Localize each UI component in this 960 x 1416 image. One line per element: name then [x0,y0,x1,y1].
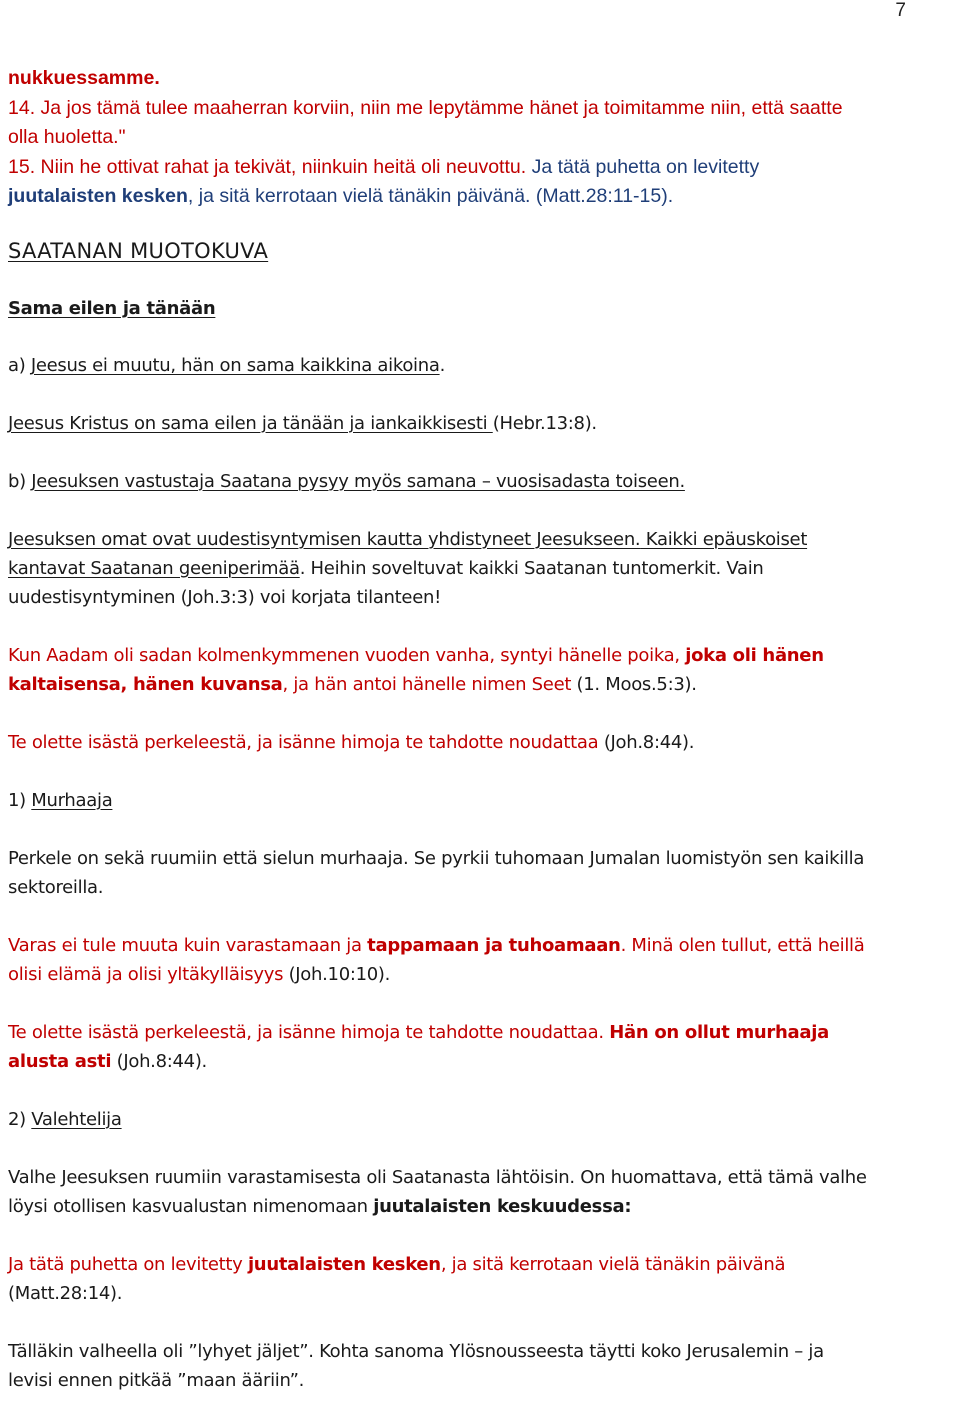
document-body [8,64,953,1395]
quote-adam-t1: Kun Aadam oli sadan kolmenkymmenen vuoden vanha, syntyi hänelle poika, [8,644,686,666]
quote-adam-t2: joka oli hänen [685,644,824,666]
quote-matt-2: juutalaisten kesken [247,1253,441,1275]
quote-joh-1-ref: (Joh.8:44). [603,731,695,753]
valehtelija-num: 2) [8,1108,32,1130]
quote-hebr-ref: (Hebr.13:8). [492,412,597,434]
murhaaja-num: 1) [8,789,32,811]
heritage-paragraph [8,525,953,612]
item-a-text: Jeesus ei muutu, hän on sama kaikkina aikoina [30,354,440,376]
quote-hebr-text: Jeesus Kristus on sama eilen ja tänään ja iankaikkisesti [8,412,493,434]
valehtelija-p2b: juutalaisten keskuudessa: [373,1195,632,1217]
quote-adam-t4: , ja hän antoi hänelle nimen Seet [282,673,577,695]
intro-line-2: 14. Ja jos tämä tulee maaherran korviin, niin me lepytämme hänet ja toimitamme niin, että saatte [8,96,843,119]
intro-today-text: , ja sitä kerrotaan vielä tänäkin päivänä. [187,185,536,207]
murhaaja-p2: sektoreilla. [8,876,104,898]
quote-adam-t3: kaltaisensa, hänen kuvansa [8,673,283,695]
intro-verse-15: 15. Niin he ottivat rahat ja tekivät, niinkuin heitä oli neuvottu. [8,155,532,178]
intro-passage [8,64,953,212]
quote-matt [8,1250,953,1308]
heritage-s2a: Kaikki epäuskoiset [640,528,808,550]
valehtelija-paragraph [8,1163,953,1221]
quote-joh-1 [8,728,953,757]
quote-joh-1-text: Te olette isästä perkeleestä, ja isänne himoja te tahdotte noudattaa [8,731,604,753]
murhaaja-title: Murhaaja [31,789,113,811]
valehtelija-p2a: löysi otollisen kasvualustan nimenomaan [8,1195,374,1217]
intro-jews-emph: juutalaisten kesken [8,185,188,207]
quote-joh-10-c: . Minä olen tullut, että heillä [620,934,865,956]
closing-paragraph [8,1337,953,1395]
item-b-label: b) [8,470,32,492]
intro-line-4 [8,153,953,183]
quote-matt-1: Ja tätä puhetta on levitetty [8,1253,248,1275]
subtitle: Sama eilen ja tänään [8,297,216,319]
quote-joh-2-b: Hän on ollut murhaaja [609,1021,829,1043]
heritage-s3: . Heihin soveltuvat kaikki Saatanan tuntomerkit. Vain [299,557,764,579]
quote-joh-10-ref: (Joh.10:10). [288,963,391,985]
intro-ref: (Matt.28:11-15). [535,185,674,207]
intro-line-5 [8,182,953,212]
murhaaja-heading [8,786,953,815]
item-b [8,467,953,496]
quote-joh-2 [8,1018,953,1076]
valehtelija-p1: Valhe Jeesuksen ruumiin varastamisesta oli Saatanasta lähtöisin. On huomattava, että tämä valhe [8,1166,867,1188]
item-a-end: . [439,354,446,376]
quote-joh-2-ref: (Joh.8:44). [111,1050,207,1072]
murhaaja-paragraph [8,844,953,902]
quote-matt-3: , ja sitä kerrotaan vielä tänäkin päivänä [440,1253,786,1275]
intro-line-3: olla huoletta." [8,126,126,148]
quote-matt-ref: (Matt.28:14). [8,1282,123,1304]
quote-adam [8,641,953,699]
quote-joh-10-d: olisi elämä ja olisi yltäkylläisyys [8,963,289,985]
quote-joh-2-a: Te olette isästä perkeleestä, ja isänne himoja te tahdotte noudattaa. [8,1021,610,1043]
heritage-s2b: kantavat Saatanan geeniperimää [8,557,300,579]
page-number: 7 [895,0,906,21]
quote-adam-ref: (1. Moos.5:3). [576,673,697,695]
intro-spread-text: Ja tätä puhetta on levitetty [531,155,760,178]
valehtelija-heading [8,1105,953,1134]
item-a-label: a) [8,354,31,376]
quote-joh-10-a: Varas ei tule muuta kuin varastamaan ja [8,934,368,956]
quote-joh-10-b: tappamaan ja tuhoamaan [367,934,621,956]
murhaaja-p1: Perkele on sekä ruumiin että sielun murhaaja. Se pyrkii tuhomaan Jumalan luomistyön sen kaikilla [8,847,865,869]
item-b-text: Jeesuksen vastustaja Saatana pysyy myös samana – vuosisadasta toiseen. [31,470,685,492]
intro-line-1: nukkuessamme. [8,67,160,89]
quote-joh-2-c: alusta asti [8,1050,112,1072]
closing-line-2: levisi ennen pitkää ”maan ääriin”. [8,1369,305,1391]
closing-line-1: Tälläkin valheella oli ”lyhyet jäljet”. Kohta sanoma Ylösnousseesta täytti koko Jerusalemin – ja [8,1340,824,1362]
quote-joh-10 [8,931,953,989]
item-a [8,351,953,380]
heritage-s4: uudestisyntyminen (Joh.3:3) voi korjata tilanteen! [8,586,441,608]
section-title: SAATANAN MUOTOKUVA [8,238,269,263]
valehtelija-title: Valehtelija [31,1108,122,1130]
heritage-s1: Jeesuksen omat ovat uudestisyntymisen kautta yhdistyneet Jeesukseen. [8,528,641,550]
quote-hebr [8,409,953,438]
